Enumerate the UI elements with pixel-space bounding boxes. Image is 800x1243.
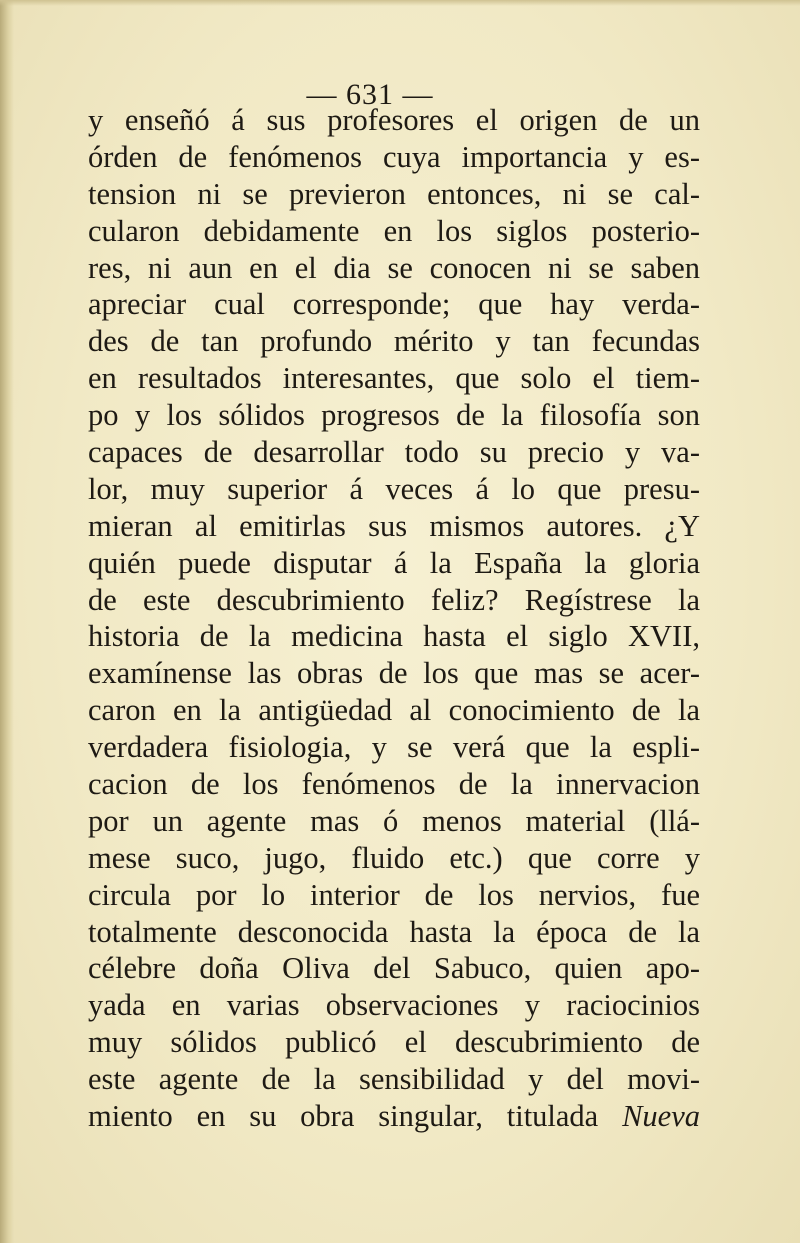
italic-title-word: Nueva (622, 1099, 700, 1134)
text-line: circula por lo interior de los nervios, fue (88, 877, 700, 912)
body-text (88, 102, 700, 1135)
text-line: totalmente desconocida hasta la época de la (88, 914, 700, 949)
text-line: mese suco, jugo, fluido etc.) que corre y (88, 840, 700, 875)
text-line: órden de fenómenos cuya importancia y es- (88, 139, 700, 174)
text-line: muy sólidos publicó el descubrimiento de (88, 1025, 700, 1060)
text-line: historia de la medicina hasta el siglo XVII, (88, 619, 700, 654)
text-line: verdadera fisiologia, y se verá que la espli- (88, 730, 700, 765)
text-line: res, ni aun en el dia se conocen ni se saben (88, 250, 700, 285)
page-gutter-shadow (0, 0, 14, 1243)
text-line: capaces de desarrollar todo su precio y va- (88, 435, 700, 470)
text-line: mieran al emitirlas sus mismos autores. ¿Y (88, 508, 700, 543)
text-line: por un agente mas ó menos material (llá- (88, 803, 700, 838)
text-line-last-roman: miento en su obra singular, titulada (88, 1099, 599, 1134)
text-line: des de tan profundo mérito y tan fecundas (88, 324, 700, 359)
text-line: examínense las obras de los que mas se acer- (88, 656, 700, 691)
text-line: en resultados interesantes, que solo el tiem- (88, 361, 700, 396)
text-line: célebre doña Oliva del Sabuco, quien apo- (88, 951, 700, 986)
text-line: este agente de la sensibilidad y del movi- (88, 1062, 700, 1097)
text-line: apreciar cual corresponde; que hay verda- (88, 287, 700, 322)
text-line: y enseñó á sus profesores el origen de un (88, 103, 700, 137)
page-number: — 631 — (306, 78, 434, 111)
text-line-last (88, 1098, 700, 1135)
text-line: yada en varias observaciones y raciocinios (88, 988, 700, 1023)
text-line: po y los sólidos progresos de la filosofía son (88, 398, 700, 433)
text-line: cacion de los fenómenos de la innervacion (88, 767, 700, 802)
text-line: lor, muy superior á veces á lo que presu- (88, 471, 700, 506)
text-line: de este descubrimiento feliz? Regístrese la (88, 582, 700, 617)
text-line: cularon debidamente en los siglos posterio- (88, 213, 700, 248)
page-top-shadow (0, 0, 800, 6)
text-line: tension ni se previeron entonces, ni se cal- (88, 176, 700, 211)
text-line: caron en la antigüedad al conocimiento de la (88, 693, 700, 728)
text-line: quién puede disputar á la España la gloria (88, 545, 700, 580)
